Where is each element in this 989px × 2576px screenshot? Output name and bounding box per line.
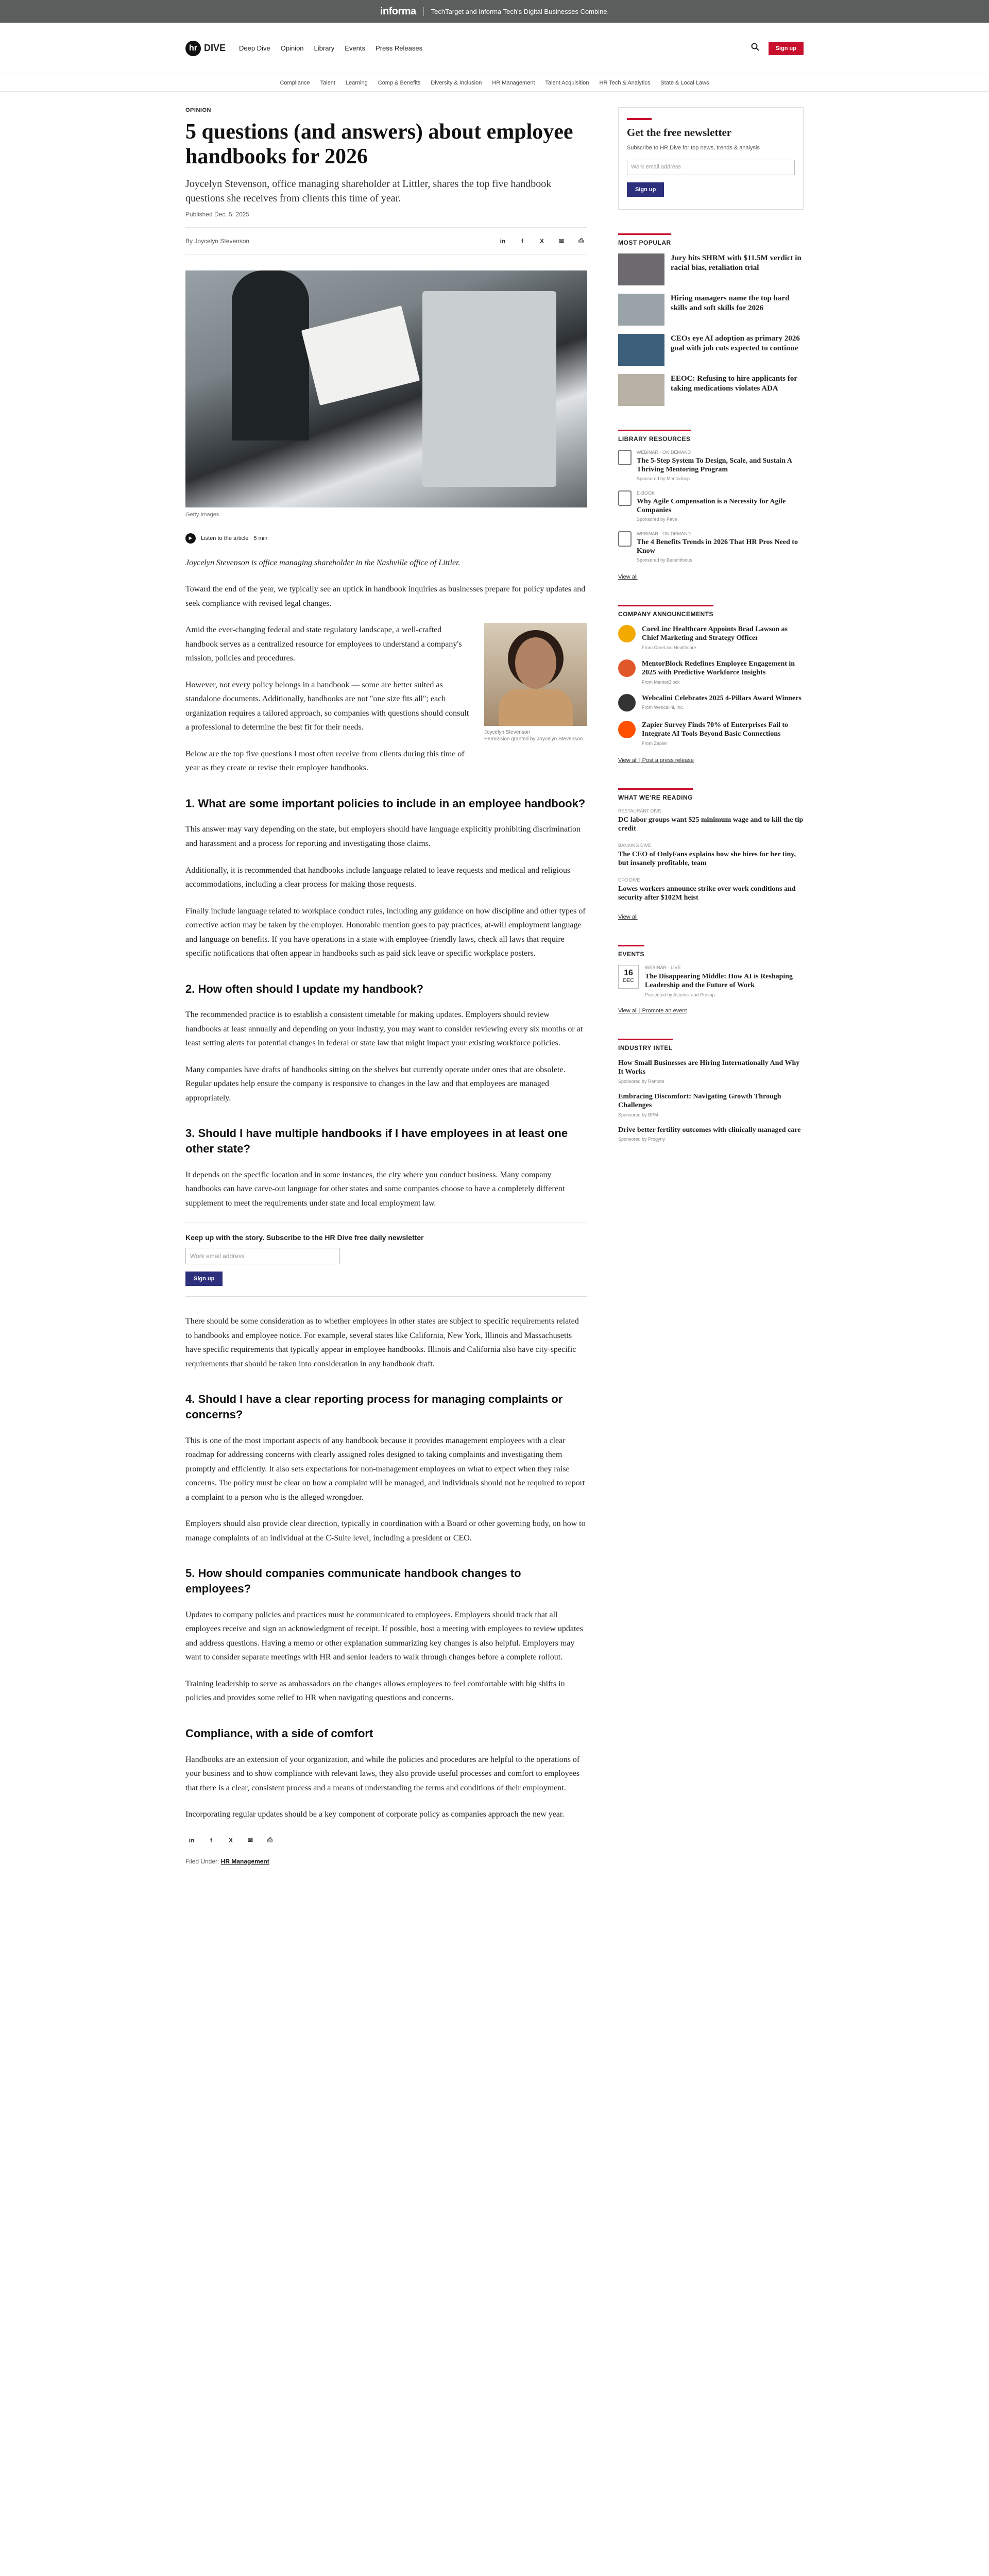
- list-item[interactable]: E-BOOK Why Agile Compensation is a Necessity for Agile Companies Sponsored by Pave: [618, 490, 804, 522]
- top-banner-text[interactable]: TechTarget and Informa Tech's Digital Businesses Combine.: [431, 7, 609, 15]
- list-item[interactable]: Hiring managers name the top hard skills and soft skills for 2026: [618, 294, 804, 326]
- library-resources: [618, 430, 804, 581]
- author-photo: [484, 623, 587, 742]
- byline-row: [185, 227, 587, 255]
- topic-hr-management[interactable]: HR Management: [492, 79, 535, 86]
- section-heading: 5. How should companies communicate handbook changes to employees?: [185, 1567, 521, 1596]
- events-title: EVENTS: [618, 945, 644, 958]
- webinar-icon: [618, 450, 632, 465]
- most-popular: [618, 233, 804, 406]
- sidebar-newsletter: [618, 107, 804, 210]
- linkedin-icon[interactable]: in: [189, 1836, 195, 1844]
- list-item[interactable]: Webcalini Celebrates 2025 4-Pillars Award Winners From Webcalini, Inc.: [618, 694, 804, 711]
- nav-opinion[interactable]: Opinion: [280, 44, 304, 52]
- paragraph: Finally include language related to workplace conduct rules, including any guidance on how discipline and other types of corrective action may be taken by the employer. Honorable mention goes to pay practices, at-will employment language and language on benefits. If you have operations in a state with employee-friendly laws, check all laws that require specific notifications that often appear in handbooks such as paid sick leave or specific workplace posters.: [185, 906, 586, 958]
- sidebar-newsletter-title: Get the free newsletter: [627, 126, 732, 139]
- topic-talent-acquisition[interactable]: Talent Acquisition: [545, 79, 589, 86]
- hero-image: [185, 270, 587, 507]
- intel-title: INDUSTRY INTEL: [618, 1039, 673, 1052]
- events: [618, 945, 804, 1015]
- list-item[interactable]: EEOC: Refusing to hire applicants for taking medications violates ADA: [618, 374, 804, 406]
- webinar-icon: [618, 531, 632, 547]
- list-item[interactable]: MentorBlock Redefines Employee Engagement in 2025 with Predictive Workforce Insights From MentorBlock: [618, 659, 804, 685]
- x-icon[interactable]: X: [228, 1836, 233, 1844]
- list-item[interactable]: Jury hits SHRM with $11.5M verdict in racial bias, retaliation trial: [618, 253, 804, 285]
- search-icon[interactable]: [751, 43, 759, 54]
- inline-newsletter-title: Keep up with the story. Subscribe to the HR Dive free daily newsletter: [185, 1233, 424, 1242]
- list-item[interactable]: Embracing Discomfort: Navigating Growth Through Challenges Sponsored by BPM: [618, 1092, 781, 1117]
- list-item[interactable]: CoreLinc Healthcare Appoints Brad Lawson as Chief Marketing and Strategy Officer From CoreLinc Healthcare: [618, 625, 804, 650]
- sidebar-newsletter-text: Subscribe to HR Dive for top news, trends & analysis: [627, 145, 760, 151]
- list-item[interactable]: CEOs eye AI adoption as primary 2026 goal with job cuts expected to continue: [618, 334, 804, 366]
- section-heading: 4. Should I have a clear reporting process for managing complaints or concerns?: [185, 1393, 563, 1421]
- topic-state-local[interactable]: State & Local Laws: [660, 79, 709, 86]
- article-dek: Joycelyn Stevenson, office managing shareholder at Littler, shares the top five handbook questions she receives from clients this time of year.: [185, 178, 552, 204]
- nav-press-releases[interactable]: Press Releases: [376, 44, 423, 52]
- view-all-link[interactable]: View all | Promote an event: [618, 1007, 687, 1014]
- paragraph: Toward the end of the year, we typically see an uptick in handbook inquiries as businesses prepare for policy updates and seek compliance with revised legal changes.: [185, 585, 586, 608]
- topic-comp-benefits[interactable]: Comp & Benefits: [378, 79, 421, 86]
- paragraph: Training leadership to serve as ambassadors on the changes allows employees to feel comfortable with big shifts in policies and provides some relief to HR when navigating questions and concerns.: [185, 1679, 565, 1703]
- paragraph: Amid the ever-changing federal and state regulatory landscape, a well-crafted handbook serves as a centralized resource for employees to understand a company's mission, policies and procedures.: [185, 625, 462, 663]
- topic-talent[interactable]: Talent: [320, 79, 335, 86]
- logo-mark: hr: [185, 41, 201, 56]
- list-item[interactable]: WEBINAR · ON DEMAND The 5-Step System To Design, Scale, and Sustain A Thriving Mentoring Program Sponsored by Mentorloop: [618, 450, 804, 481]
- x-icon[interactable]: X: [539, 237, 544, 245]
- list-item[interactable]: RESTAURANT DIVE DC labor groups want $25 minimum wage and to kill the tip credit: [618, 808, 804, 833]
- play-icon[interactable]: ▶: [185, 533, 196, 544]
- inline-signup-button[interactable]: Sign up: [185, 1272, 223, 1286]
- event-date: 16 DEC: [618, 965, 639, 989]
- site-header: [0, 23, 989, 74]
- inline-email-input[interactable]: Work email address: [185, 1248, 340, 1264]
- topic-hr-tech[interactable]: HR Tech & Analytics: [599, 79, 651, 86]
- author-photo-credit: Permission granted by Joycelyn Stevenson: [484, 736, 583, 742]
- listen-bar[interactable]: [185, 533, 587, 544]
- list-item[interactable]: BANKING DIVE The CEO of OnlyFans explains how she hires for her tiny, but insanely profitable, team: [618, 842, 796, 868]
- byline[interactable]: By Joycelyn Stevenson: [185, 237, 250, 245]
- view-all-link[interactable]: View all: [618, 913, 638, 920]
- topic-nav: [0, 74, 989, 92]
- paragraph: Additionally, it is recommended that handbooks include language related to leave requests and medical and religious accommodations, including a clear process for making those requests.: [185, 866, 571, 889]
- paragraph: Handbooks are an extension of your organization, and while the policies and procedures are helpful to the operations of your business and to show compliance with relevant laws, they also provide useful processes and comfort to employees that there is a clear, consistent process and a means of understanding the terms and conditions of their employment.: [185, 1755, 580, 1792]
- event-item[interactable]: 16 DEC WEBINAR · LIVE The Disappearing Middle: How AI is Reshaping Leadership and the Future of Work Presented by Asterisk and Prosap: [618, 965, 804, 997]
- list-item[interactable]: How Small Businesses are Hiring Internationally And Why It Works Sponsored by Remote: [618, 1059, 800, 1084]
- section-heading: 2. How often should I update my handbook?: [185, 982, 423, 995]
- hero-caption: Getty Images: [185, 511, 219, 518]
- paragraph: It depends on the specific location and in some instances, the city where you conduct business. Many company handbooks can have carve-out language for other states and some companies choose to have a completely different supplement to meet the requirements under state and local employment law.: [185, 1170, 565, 1208]
- sidebar: [618, 107, 804, 2576]
- paragraph: Many companies have drafts of handbooks sitting on the shelves but currently operate under ones that are obsolete. Regular updates help ensure the company is responsive to changes in the law and that employees are managed appropriately.: [185, 1065, 566, 1103]
- print-icon[interactable]: ⎙: [267, 1836, 272, 1844]
- paragraph: The recommended practice is to establish a consistent timetable for making updates. Employers should review handbooks at least annually and depending on your industry, you may want to consider reviewing every six months or at least setting alerts for potential changes in federal or state law that might impact your existing workforce policies.: [185, 1010, 583, 1048]
- nav-events[interactable]: Events: [345, 44, 366, 52]
- company-title: COMPANY ANNOUNCEMENTS: [618, 605, 713, 618]
- paragraph: However, not every policy belongs in a handbook — some are better suited as standalone documents. Additionally, handbooks are not "one size fits all"; each organization requires a tailored approach, so companies with questions should consult a professional to determine the best fit for their needs.: [185, 680, 469, 732]
- publish-date: Published Dec. 5, 2025: [185, 210, 250, 218]
- list-item[interactable]: Zapier Survey Finds 70% of Enterprises Fail to Integrate AI Tools Beyond Basic Connections From Zapier: [618, 721, 804, 746]
- company-announcements: [618, 605, 804, 765]
- listen-label: Listen to the article: [201, 535, 249, 541]
- topic-diversity[interactable]: Diversity & Inclusion: [431, 79, 482, 86]
- inline-newsletter: [185, 1223, 587, 1297]
- what-were-reading: [618, 788, 804, 921]
- ebook-icon: [618, 490, 632, 506]
- bottom-share-bar: [185, 1834, 587, 1846]
- site-logo[interactable]: [185, 41, 226, 56]
- article-body: [185, 556, 587, 1822]
- filed-topic-link[interactable]: HR Management: [220, 1857, 269, 1865]
- paragraph: This answer may vary depending on the state, but employers should have language explicitly prohibiting discrimination and harassment and a process for reporting and investigating those claims.: [185, 825, 581, 848]
- paragraph: This is one of the most important aspects of any handbook because it provides management employees with a clear roadmap for addressing concerns with clearly assigned roles designed to taking complaints and investigating them promptly and efficiently. It also sets expectations for non-management employees on what to expect when they raise concerns. The policy must be clear on how a complaint will be managed, and individuals should not be required to report a complaint to a person who is the alleged wrongdoer.: [185, 1436, 585, 1502]
- facebook-icon[interactable]: f: [210, 1836, 212, 1844]
- paragraph: Employers should also provide clear direction, typically in coordination with a Board or other governing body, on how to manage complaints of an individual at the C-Suite level, including a president or CEO.: [185, 1519, 586, 1543]
- linkedin-icon[interactable]: in: [500, 237, 506, 245]
- top-banner[interactable]: [0, 0, 989, 23]
- listen-time: 5 min: [253, 535, 268, 541]
- sidebar-signup-button[interactable]: Sign up: [627, 182, 664, 197]
- article-label: OPINION: [185, 107, 211, 113]
- reading-title: WHAT WE'RE READING: [618, 788, 693, 801]
- share-bar: [497, 235, 587, 247]
- list-item[interactable]: WEBINAR · ON DEMAND The 4 Benefits Trends in 2026 That HR Pros Need to Know Sponsored by Benefitfocus: [618, 531, 804, 563]
- article-title: 5 questions (and answers) about employee handbooks for 2026: [185, 120, 573, 169]
- section-heading: 1. What are some important policies to include in an employee handbook?: [185, 796, 586, 810]
- editor-note: Joycelyn Stevenson is office managing shareholder in the Nashville office of Littler.: [185, 558, 461, 567]
- paragraph: Below are the top five questions I most often receive from clients during this time of year as they create or revise their employee handbooks.: [185, 749, 465, 773]
- filed-label: Filed Under:: [185, 1857, 219, 1865]
- filed-under: [185, 1858, 587, 1865]
- article-main: [185, 107, 587, 2576]
- section-heading: 3. Should I have multiple handbooks if I have employees in at least one other state?: [185, 1127, 568, 1156]
- topic-compliance[interactable]: Compliance: [280, 79, 310, 86]
- section-heading: Compliance, with a side of comfort: [185, 1726, 373, 1740]
- email-icon[interactable]: ✉: [247, 1836, 253, 1844]
- email-icon[interactable]: ✉: [558, 237, 565, 245]
- author-photo-caption: Joycelyn Stevenson: [484, 730, 530, 736]
- list-item[interactable]: CFO DIVE Lowes workers announce strike over work conditions and security after $102M heist: [618, 877, 796, 902]
- logo-text: DIVE: [204, 43, 226, 53]
- nav-library[interactable]: Library: [314, 44, 335, 52]
- most-popular-title: MOST POPULAR: [618, 233, 671, 246]
- view-all-link[interactable]: View all: [618, 573, 638, 580]
- paragraph: Incorporating regular updates should be a key component of corporate policy as companies approach the new year.: [185, 1810, 565, 1819]
- paragraph: There should be some consideration as to whether employees in other states are subject to specific requirements related to handbooks and employee notice. For example, several states like California, New York, Illinois and Massachusetts have specific requirements that typically appear in employee handbooks. Illinois and California also have city-specific requirements that should be taken into consideration in any handbook draft.: [185, 1317, 579, 1368]
- library-title: LIBRARY RESOURCES: [618, 430, 691, 443]
- industry-intel: [618, 1039, 804, 1142]
- nav-deep-dive[interactable]: Deep Dive: [239, 44, 270, 52]
- topic-learning[interactable]: Learning: [345, 79, 368, 86]
- view-all-link[interactable]: View all | Post a press release: [618, 757, 694, 764]
- main-nav: [239, 44, 422, 52]
- facebook-icon[interactable]: f: [521, 237, 523, 245]
- print-icon[interactable]: ⎙: [578, 237, 584, 245]
- sidebar-email-input[interactable]: Work email address: [627, 160, 795, 175]
- paragraph: Updates to company policies and practices must be communicated to employees. Employers should track that all employees receive and sign an acknowledgment of receipt. If possible, host a meeting with employees to review updates and address questions. Having a memo or other explanation summarizing key changes is also helpful. Employers may want to consider separate meetings with HR and senior leaders to walk through changes before a complete rollout.: [185, 1610, 583, 1662]
- informa-logo: informa: [380, 5, 416, 17]
- divider: [423, 7, 424, 16]
- list-item[interactable]: Drive better fertility outcomes with clinically managed care Sponsored by Progyny: [618, 1126, 801, 1142]
- header-signup-button[interactable]: Sign up: [769, 42, 804, 55]
